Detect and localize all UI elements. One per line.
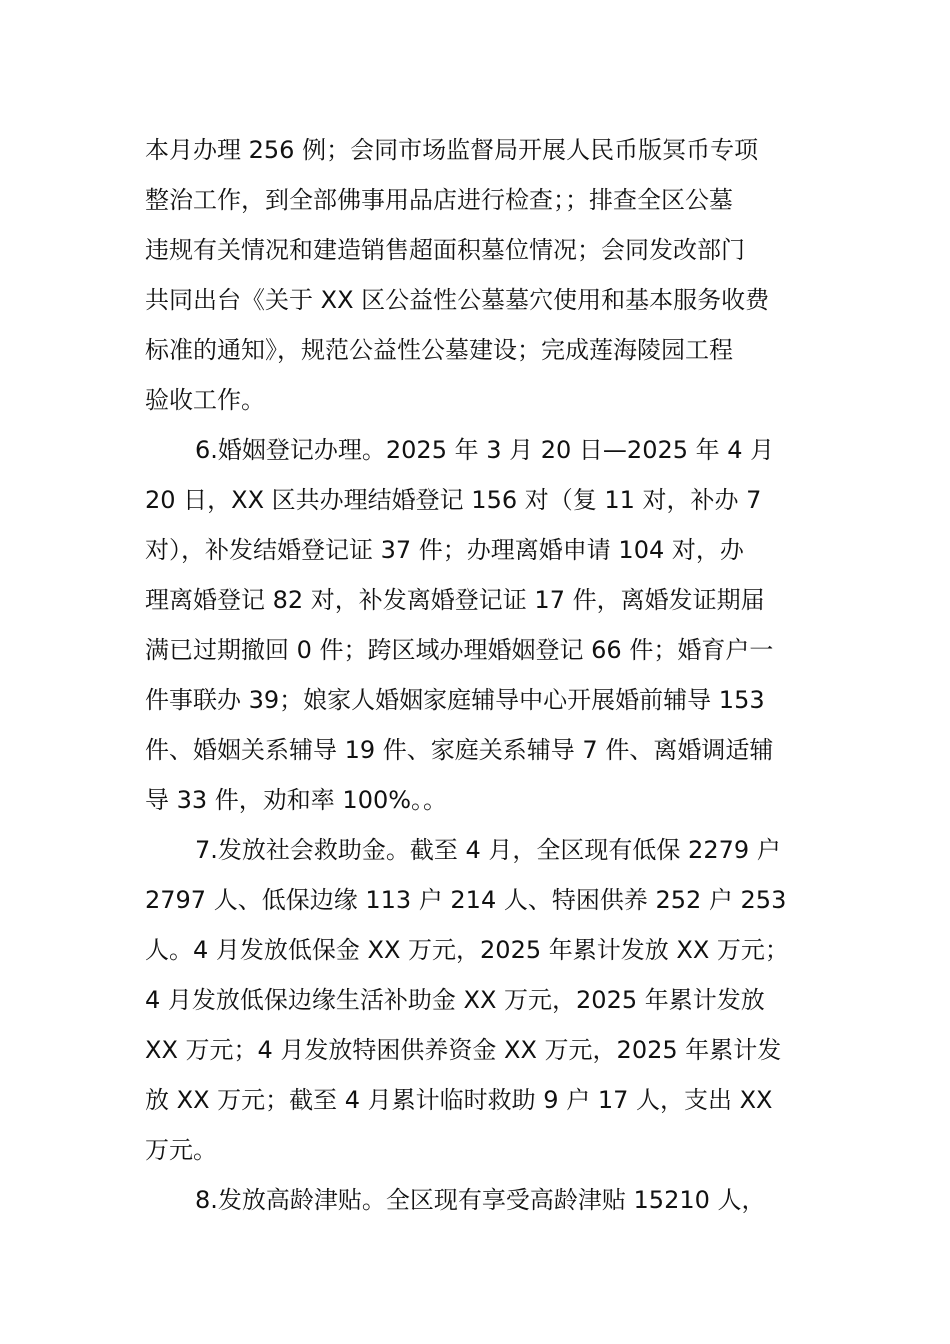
text-line: 20 日，XX 区共办理结婚登记 156 对（复 11 对，补办 7 bbox=[145, 486, 762, 514]
text-line: 7.发放社会救助金。截至 4 月，全区现有低保 2279 户 bbox=[195, 836, 781, 864]
text-line: 标准的通知》，规范公益性公墓建设；完成莲海陵园工程 bbox=[145, 336, 733, 364]
text-line: 4 月发放低保边缘生活补助金 XX 万元，2025 年累计发放 bbox=[145, 986, 765, 1014]
text-line: 放 XX 万元；截至 4 月累计临时救助 9 户 17 人，支出 XX bbox=[145, 1086, 773, 1114]
text-line: 2797 人、低保边缘 113 户 214 人、特困供养 252 户 253 bbox=[145, 886, 787, 914]
paragraph-social-assistance bbox=[145, 825, 835, 1175]
text-line: 件事联办 39；娘家人婚姻家庭辅导中心开展婚前辅导 153 bbox=[145, 686, 765, 714]
paragraph-marriage-registration bbox=[145, 425, 835, 825]
text-line: 人。4 月发放低保金 XX 万元，2025 年累计发放 XX 万元； bbox=[145, 936, 789, 964]
text-line: 违规有关情况和建造销售超面积墓位情况；会同发改部门 bbox=[145, 236, 745, 264]
text-line: 对），补发结婚登记证 37 件；办理离婚申请 104 对，办 bbox=[145, 536, 744, 564]
text-line: 件、婚姻关系辅导 19 件、家庭关系辅导 7 件、离婚调适辅 bbox=[145, 736, 774, 764]
paragraph-elderly-allowance bbox=[145, 1175, 835, 1225]
paragraph-funeral-management bbox=[145, 125, 835, 425]
text-line: 满已过期撤回 0 件；跨区域办理婚姻登记 66 件；婚育户一 bbox=[145, 636, 774, 664]
text-line: 8.发放高龄津贴。全区现有享受高龄津贴 15210 人， bbox=[195, 1186, 766, 1214]
text-line: 本月办理 256 例；会同市场监督局开展人民币版冥币专项 bbox=[145, 136, 759, 164]
text-line: 整治工作，到全部佛事用品店进行检查；；排查全区公墓 bbox=[145, 186, 733, 214]
text-line: 万元。 bbox=[145, 1136, 217, 1164]
text-line: 共同出台《关于 XX 区公益性公墓墓穴使用和基本服务收费 bbox=[145, 286, 770, 314]
text-line: 导 33 件，劝和率 100%。。 bbox=[145, 786, 448, 814]
text-line: 理离婚登记 82 对，补发离婚登记证 17 件，离婚发证期届 bbox=[145, 586, 765, 614]
document-body bbox=[145, 125, 835, 1225]
text-line: 验收工作。 bbox=[145, 386, 265, 414]
text-line: XX 万元；4 月发放特困供养资金 XX 万元，2025 年累计发 bbox=[145, 1036, 782, 1064]
text-line: 6.婚姻登记办理。2025 年 3 月 20 日—2025 年 4 月 bbox=[195, 436, 775, 464]
